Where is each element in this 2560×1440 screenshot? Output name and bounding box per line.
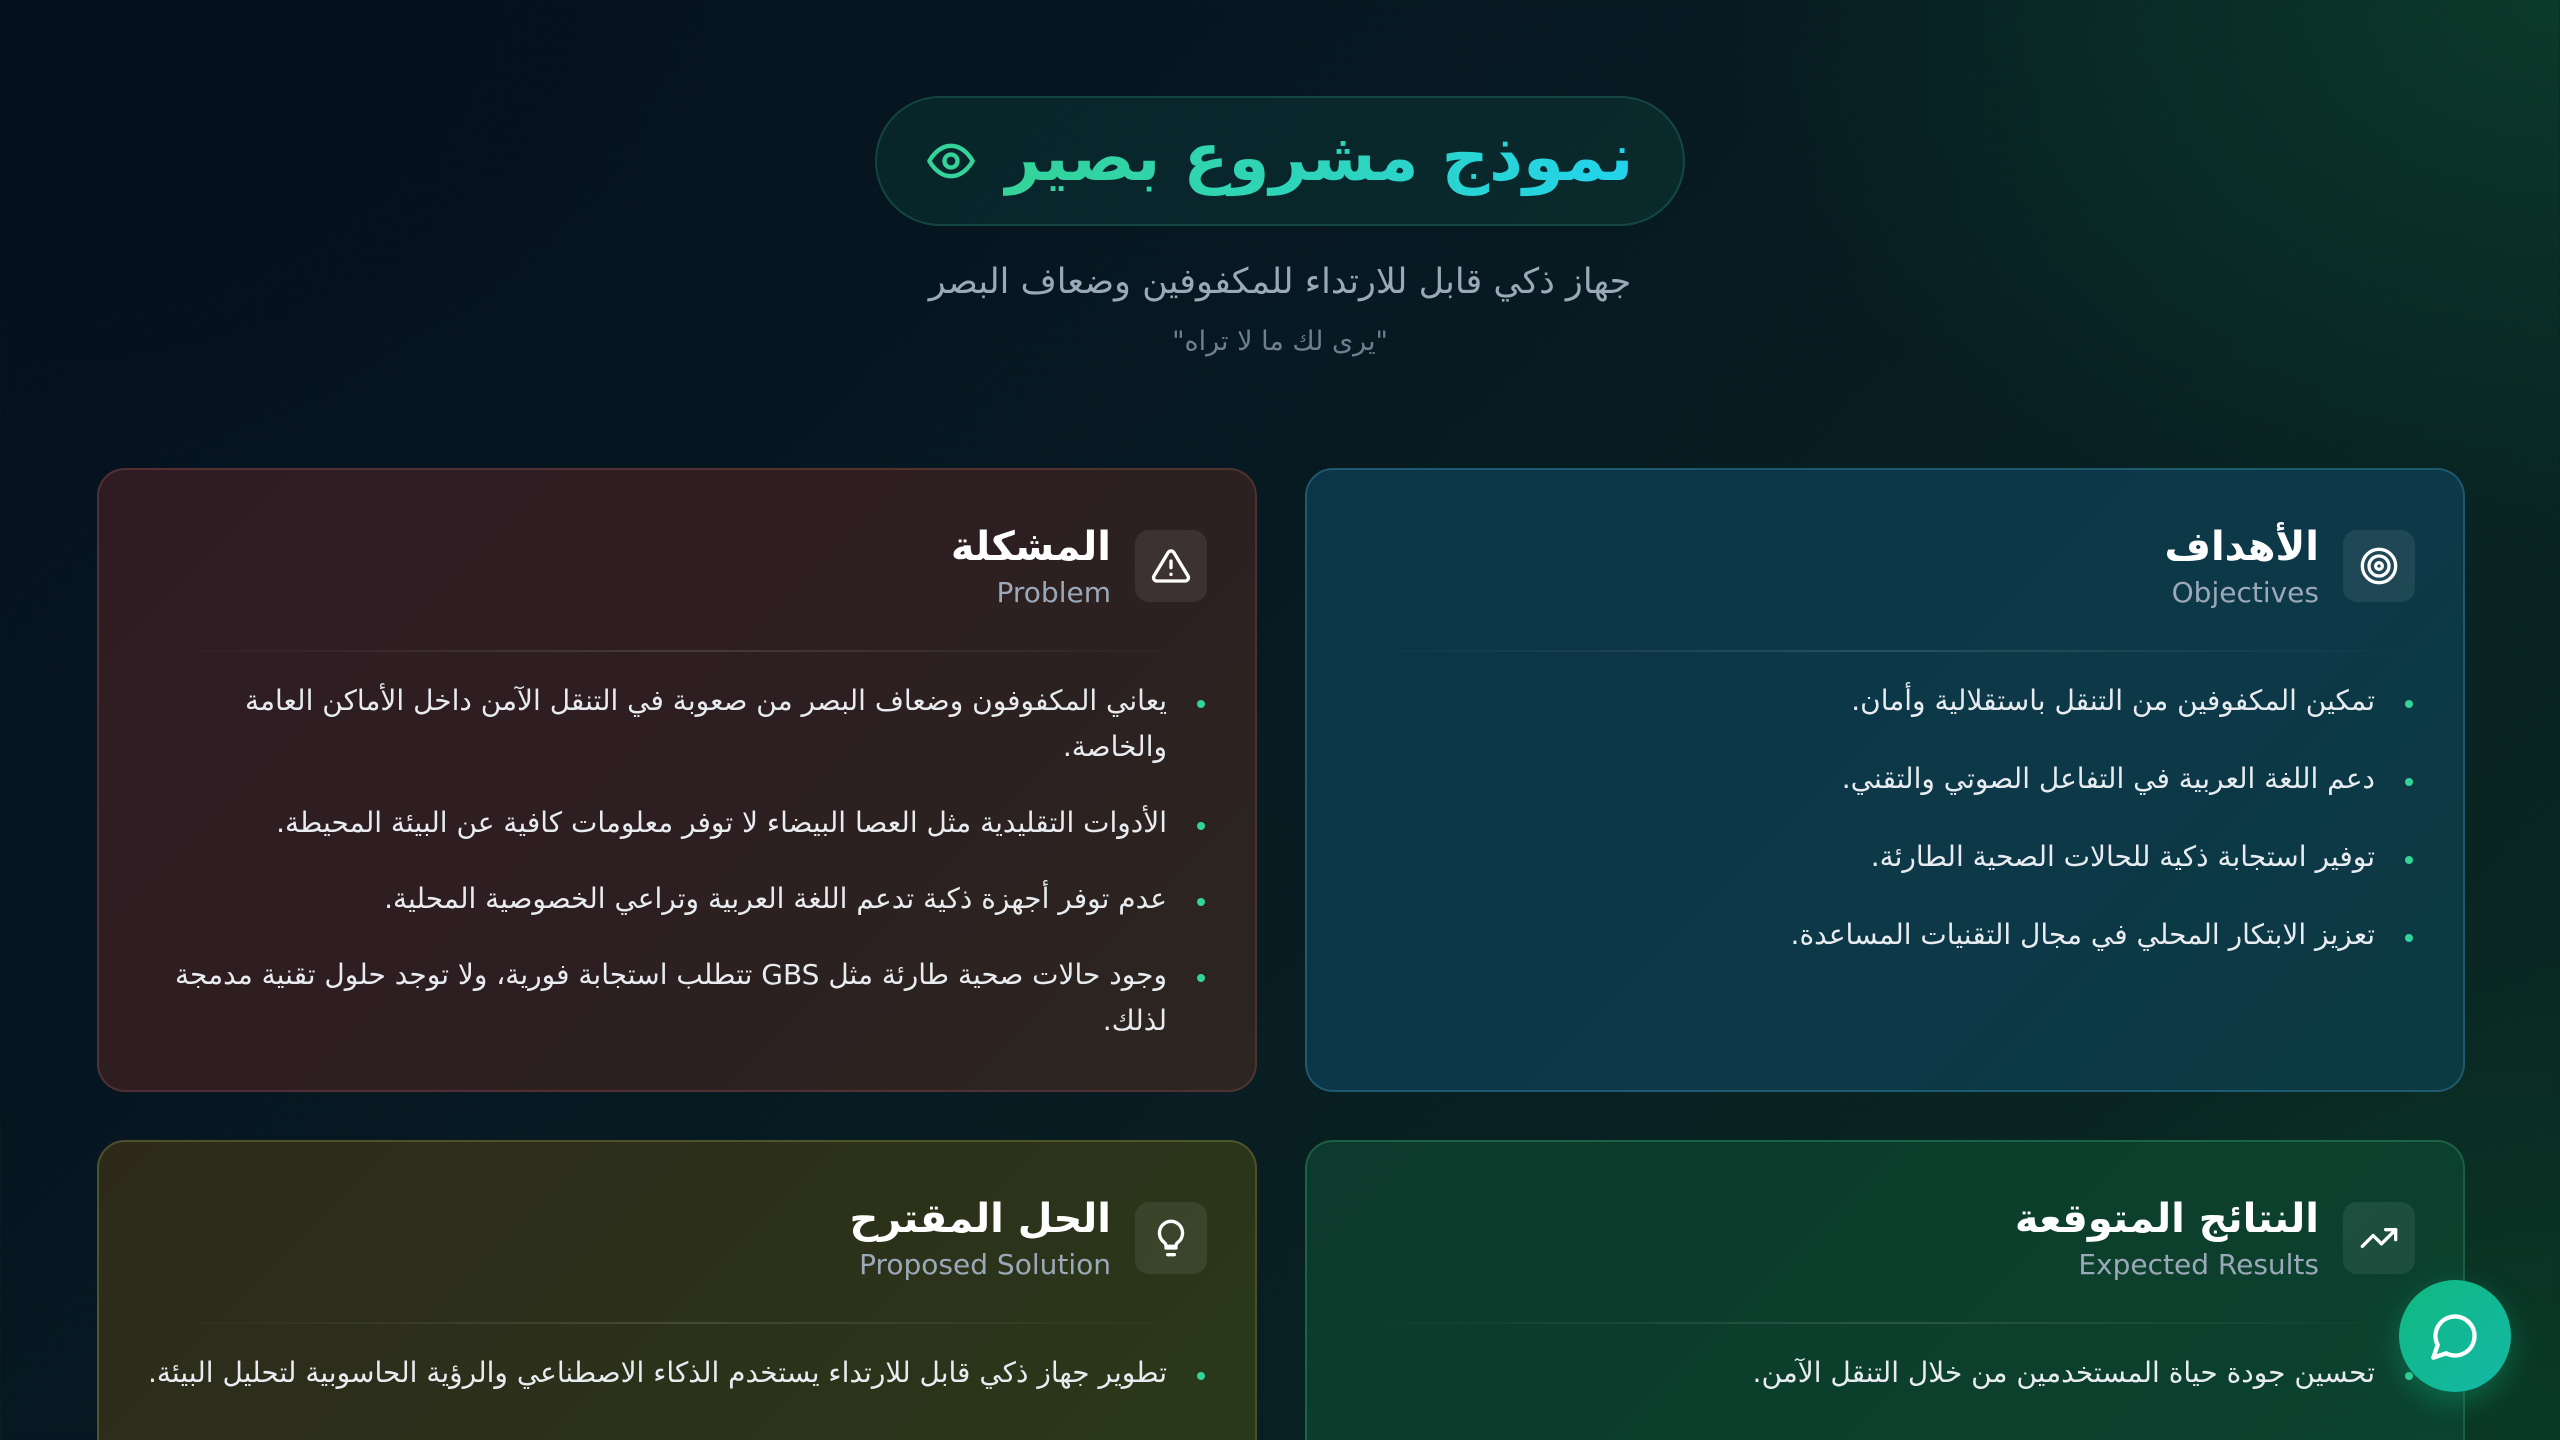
bullet-dot-icon: [1197, 898, 1205, 906]
results-list: [1355, 1350, 2415, 1396]
list-item-text: الأدوات التقليدية مثل العصا البيضاء لا توفر معلومات كافية عن البيئة المحيطة.: [276, 806, 1167, 839]
list-item-text: تمكين المكفوفين من التنقل باستقلالية وأمان.: [1851, 684, 2375, 717]
chat-button[interactable]: [2399, 1280, 2511, 1392]
list-item-text: تطوير جهاز ذكي قابل للارتداء يستخدم الذكاء الاصطناعي والرؤية الحاسوبية لتحليل البيئة.: [147, 1356, 1167, 1389]
trending-up-icon: [2343, 1202, 2415, 1274]
page-title: نموذج مشروع بصير: [1002, 119, 1634, 196]
bullet-dot-icon: [2405, 856, 2413, 864]
bullet-dot-icon: [1197, 822, 1205, 830]
bullet-dot-icon: [2405, 700, 2413, 708]
list-item: [1355, 756, 2415, 802]
objectives-list: [1355, 678, 2415, 958]
card-title: الحل المقترح: [849, 1195, 1111, 1242]
card-header: [1355, 1190, 2415, 1286]
list-item: [1355, 834, 2415, 880]
card-title: المشكلة: [950, 523, 1111, 570]
solution-list: [147, 1350, 1207, 1396]
list-item-text: دعم اللغة العربية في التفاعل الصوتي والتقني.: [1841, 762, 2375, 795]
target-icon: [2343, 530, 2415, 602]
list-item: [147, 876, 1207, 922]
list-item: [1355, 678, 2415, 724]
card-header: [147, 1190, 1207, 1286]
eye-icon: [925, 135, 977, 187]
warning-triangle-icon: [1135, 530, 1207, 602]
bullet-dot-icon: [1197, 700, 1205, 708]
list-item-text: يعاني المكفوفون وضعاف البصر من صعوبة في التنقل الآمن داخل الأماكن العامة والخاصة.: [245, 684, 1167, 763]
card-subtitle: Problem: [996, 575, 1111, 609]
chat-bubble-icon: [2429, 1310, 2481, 1362]
card-subtitle: Objectives: [2171, 575, 2319, 609]
card-title: الأهداف: [2164, 523, 2319, 570]
objectives-card: [1305, 468, 2465, 1092]
list-item: [147, 800, 1207, 846]
divider: [147, 650, 1207, 652]
list-item-text: عدم توفر أجهزة ذكية تدعم اللغة العربية وتراعي الخصوصية المحلية.: [384, 882, 1167, 915]
bullet-dot-icon: [2405, 934, 2413, 942]
lightbulb-icon: [1135, 1202, 1207, 1274]
card-subtitle: Proposed Solution: [859, 1247, 1111, 1281]
solution-card: [97, 1140, 1257, 1440]
problem-list: [147, 678, 1207, 1044]
page-tagline: "يرى لك ما لا تراه": [1172, 326, 1388, 357]
bullet-dot-icon: [1197, 974, 1205, 982]
list-item: [147, 678, 1207, 770]
title-badge: [875, 96, 1686, 226]
list-item: [147, 1350, 1207, 1396]
card-subtitle: Expected Results: [2078, 1247, 2319, 1281]
card-header: [147, 518, 1207, 614]
divider: [1355, 650, 2415, 652]
card-header: [1355, 518, 2415, 614]
list-item-text: تعزيز الابتكار المحلي في مجال التقنيات المساعدة.: [1790, 918, 2375, 951]
divider: [1355, 1322, 2415, 1324]
list-item: [1355, 1350, 2415, 1396]
card-title: النتائج المتوقعة: [2014, 1195, 2319, 1242]
page-header: [0, 96, 2560, 357]
bullet-dot-icon: [2405, 1372, 2413, 1380]
bullet-dot-icon: [2405, 778, 2413, 786]
problem-card: [97, 468, 1257, 1092]
list-item-text: وجود حالات صحية طارئة مثل GBS تتطلب استجابة فورية، ولا توجد حلول تقنية مدمجة لذلك.: [174, 958, 1167, 1037]
list-item-text: توفير استجابة ذكية للحالات الصحية الطارئة.: [1870, 840, 2375, 873]
list-item: [1355, 912, 2415, 958]
bullet-dot-icon: [1197, 1372, 1205, 1380]
list-item: [147, 952, 1207, 1044]
page-subtitle: جهاز ذكي قابل للارتداء للمكفوفين وضعاف البصر: [928, 262, 1632, 302]
results-card: [1305, 1140, 2465, 1440]
divider: [147, 1322, 1207, 1324]
list-item-text: تحسين جودة حياة المستخدمين من خلال التنقل الآمن.: [1752, 1356, 2375, 1389]
